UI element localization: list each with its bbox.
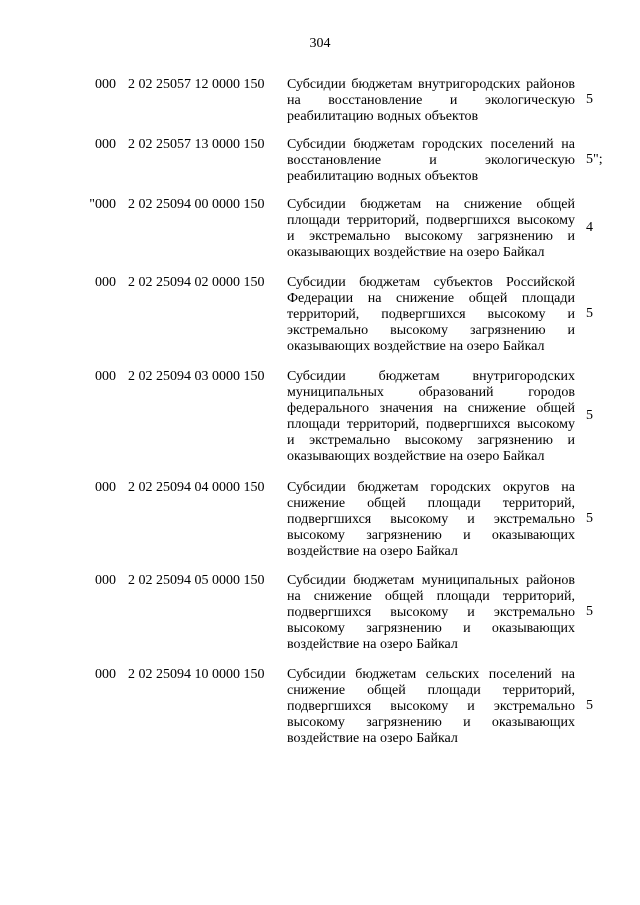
page-number: 304	[309, 36, 331, 51]
admin-code: 000	[95, 369, 116, 384]
admin-code: 000	[95, 573, 116, 588]
classification-code: 2 02 25094 03 0000 150	[128, 369, 265, 384]
admin-code: 000	[95, 275, 116, 290]
classification-code: 2 02 25057 13 0000 150	[128, 137, 265, 152]
admin-code: 000	[95, 77, 116, 92]
row-value: 5	[586, 92, 593, 107]
revenue-name: Субсидии бюджетам городских поселений на восстановление и экологическую реабилитацию водных объектов	[287, 137, 575, 184]
revenue-name: Субсидии бюджетам на снижение общей площади территорий, подвергшихся высокому и экстремально высокому загрязнению и оказывающих воздействие на озеро Байкал	[287, 197, 575, 260]
revenue-name: Субсидии бюджетам внутригородских муниципальных образований городов федерального значения на снижение общей площади территорий, подвергшихся высокому и экстремально высокому загрязнению и оказывающих воздействие на озеро Байкал	[287, 369, 575, 464]
row-value: 5";	[586, 152, 603, 167]
admin-code: 000	[95, 137, 116, 152]
row-value: 5	[586, 604, 593, 619]
classification-code: 2 02 25094 05 0000 150	[128, 573, 265, 588]
classification-code: 2 02 25057 12 0000 150	[128, 77, 265, 92]
row-value: 5	[586, 408, 593, 423]
row-value: 5	[586, 306, 593, 321]
revenue-name: Субсидии бюджетам субъектов Российской Федерации на снижение общей площади территорий, подвергшихся высокому и экстремально высокому загрязнению и оказывающих воздействие на озеро Байкал	[287, 275, 575, 354]
admin-code: 000	[95, 667, 116, 682]
classification-code: 2 02 25094 04 0000 150	[128, 480, 265, 495]
revenue-name: Субсидии бюджетам муниципальных районов на снижение общей площади территорий, подвергшихся высокому и экстремально высокому загрязнению и оказывающих воздействие на озеро Байкал	[287, 573, 575, 652]
row-value: 4	[586, 220, 593, 235]
row-value: 5	[586, 511, 593, 526]
revenue-name: Субсидии бюджетам городских округов на снижение общей площади территорий, подвергшихся высокому и экстремально высокому загрязнению и оказывающих воздействие на озеро Байкал	[287, 480, 575, 559]
admin-code: "000	[89, 197, 116, 212]
classification-code: 2 02 25094 00 0000 150	[128, 197, 265, 212]
revenue-name: Субсидии бюджетам сельских поселений на снижение общей площади территорий, подвергшихся высокому и экстремально высокому загрязнению и оказывающих воздействие на озеро Байкал	[287, 667, 575, 746]
row-value: 5	[586, 698, 593, 713]
revenue-name: Субсидии бюджетам внутригородских районов на восстановление и экологическую реабилитацию водных объектов	[287, 77, 575, 124]
classification-code: 2 02 25094 10 0000 150	[128, 667, 265, 682]
classification-code: 2 02 25094 02 0000 150	[128, 275, 265, 290]
admin-code: 000	[95, 480, 116, 495]
